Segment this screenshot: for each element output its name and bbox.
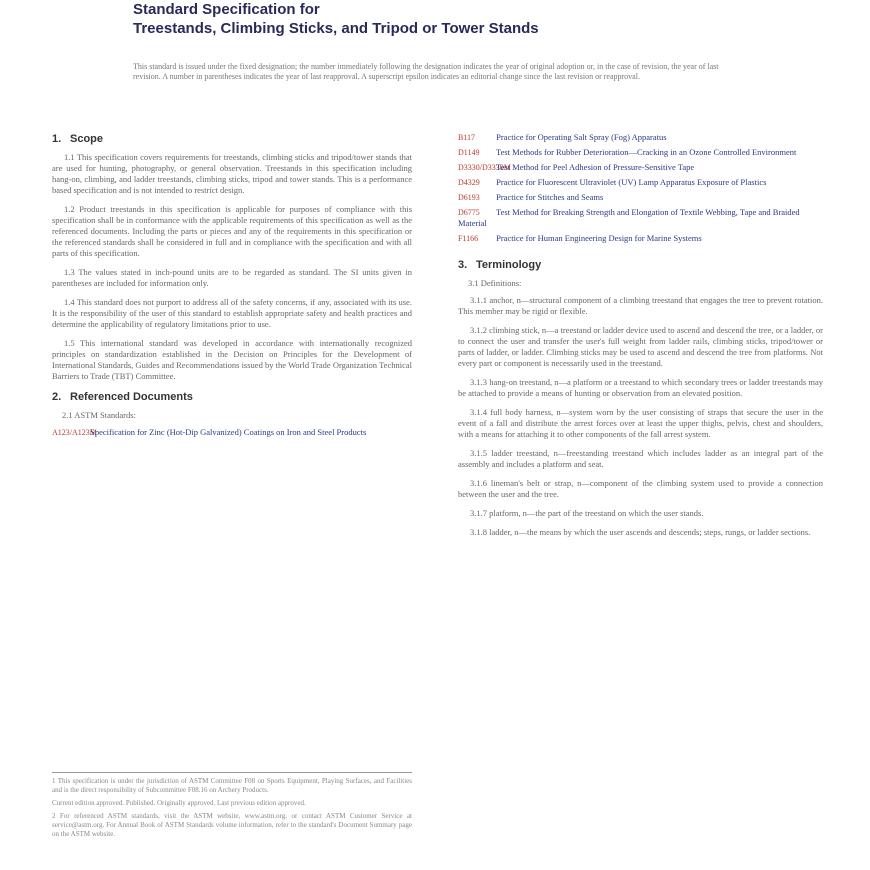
definitions-label: 3.1 Definitions: [468, 278, 522, 288]
reference-link[interactable]: Test Method for Breaking Strength and Elongation of Textile Webbing, Tape and Braided Material [458, 207, 800, 228]
definition-paragraph: 3.1.7 platform, n—the part of the treestand on which the user stands. [470, 508, 704, 518]
reference-link[interactable]: Specification for Zinc (Hot-Dip Galvanized) Coatings on Iron and Steel Products [90, 427, 367, 437]
reference-item[interactable] [458, 177, 823, 188]
definition-paragraph: 3.1.6 lineman's belt or strap, n—component of the climbing system used to provide a connection between the user and the tree. [458, 478, 823, 499]
scope-paragraph: 1.2 Product treestands in this specification is applicable for purposes of compliance with this specification shall be in conformance with the applicable requirements of this specification as well as the referenced documents. Including the parts or pieces and any of the requirements in this specification or the referenced standards shall be considered in full and in compliance with the specification and with all parts of this specification. [52, 204, 412, 258]
reference-number: D4329 [458, 178, 480, 187]
astm-standards-label: 2.1 ASTM Standards: [62, 410, 136, 420]
section-heading-terminology [458, 258, 823, 272]
reference-number: D3330/D3330M [458, 163, 511, 172]
reference-link[interactable]: Test Method for Peel Adhesion of Pressure-Sensitive Tape [495, 162, 695, 172]
title-line-2: Treestands, Climbing Sticks, and Tripod or Tower Stands [133, 20, 539, 37]
reference-link[interactable]: Practice for Stitches and Seams [496, 192, 604, 202]
reference-item[interactable] [458, 147, 823, 158]
section-heading-referenced [52, 390, 412, 404]
section-title: Scope [70, 133, 104, 145]
title-block [133, 0, 733, 38]
title-line-1: Standard Specification for [133, 1, 320, 18]
scope-paragraph: 1.1 This specification covers requirements for treestands, climbing sticks and tripod/tower stands that are used for hunting, photography, or general observation. Treestands in this specification including hang-on, climbing, and ladder treestands, climbing sticks, tripod and tower stands. This is a performance based specification and is not intended to restrict design. [52, 152, 412, 195]
section-heading-scope [52, 132, 412, 146]
scope-paragraph: 1.3 The values stated in inch-pound units are to be regarded as standard. The SI units given in parentheses are included for information only. [52, 267, 412, 288]
definition-paragraph: 3.1.4 full body harness, n—system worn by the user consisting of straps that secure the user in the event of a fall and distribute the arrest forces over at least the upper thighs, pelvis, chest and shoulders, with a means for attaching it to other components of the fall arrest system. [458, 407, 823, 439]
right-column [458, 132, 823, 546]
reference-item[interactable] [458, 233, 823, 244]
section-number: 2. [52, 391, 62, 403]
intro-note: This standard is issued under the fixed designation; the number immediately following the designation indicates the year of original adoption or, in the case of revision, the year of last revision. A number in parentheses indicates the year of last reapproval. A superscript epsilon indicates an editorial change since the last revision or reapproval. [133, 62, 719, 81]
reference-link[interactable]: Test Methods for Rubber Deterioration—Cracking in an Ozone Controlled Environment [495, 147, 797, 157]
footnotes [52, 772, 412, 843]
section-number: 1. [52, 133, 62, 145]
reference-item[interactable] [458, 192, 823, 203]
definition-paragraph: 3.1.5 ladder treestand, n—freestanding treestand which includes ladder as an integral part of the assembly and includes a platform and seat. [458, 448, 823, 469]
reference-number: D6193 [458, 193, 480, 202]
reference-number: B117 [458, 133, 476, 142]
left-column [52, 132, 412, 442]
definition-paragraph: 3.1.3 hang-on treestand, n—a platform or a treestand to which secondary trees or ladder treestands may be attached to provide a means of hunting or observation from an elevated position. [458, 377, 823, 398]
reference-number: D6775 [458, 208, 480, 217]
section-title: Terminology [476, 259, 542, 271]
scope-paragraph: 1.5 This international standard was developed in accordance with internationally recognized principles on standardization established in the Decision on Principles for the Development of International Standards, Guides and Recommendations issued by the World Trade Organization Technical Barriers to Trade (TBT) Committee. [52, 338, 412, 381]
footnote: 2 For referenced ASTM standards, visit the ASTM website, www.astm.org, or contact ASTM Customer Service at service@astm.org. For Annual Book of ASTM Standards volume information, refer to the standard's Document Summary page on the ASTM website. [52, 812, 412, 838]
footnote: Current edition approved. Published. Originally approved. Last previous edition approved. [52, 799, 306, 807]
footnote: 1 This specification is under the jurisdiction of ASTM Committee F08 on Sports Equipment, Playing Surfaces, and Facilities and is the direct responsibility of Subcommittee F08.16 on Archery Products. [52, 777, 412, 794]
definition-paragraph: 3.1.1 anchor, n—structural component of a climbing treestand that engages the tree to prevent rotation. This member may be rigid or flexible. [458, 295, 823, 316]
reference-link[interactable]: Practice for Fluorescent Ultraviolet (UV) Lamp Apparatus Exposure of Plastics [496, 177, 767, 187]
reference-link[interactable]: Practice for Operating Salt Spray (Fog) Apparatus [496, 132, 667, 142]
reference-number: F1166 [458, 234, 479, 243]
reference-item[interactable] [458, 132, 823, 143]
reference-link[interactable]: Practice for Human Engineering Design for Marine Systems [496, 233, 702, 243]
definition-paragraph: 3.1.2 climbing stick, n—a treestand or ladder device used to ascend and descend the tree, or a ladder, or to connect the user and transfer the user's full weight from ladder rails, climbing sticks, tripod/tower or parts of ladder, or ladder. Climbing sticks may be used to ascend and descend the tree from platforms. Not every part or component is necessarily used in the treestand. [458, 325, 823, 368]
definition-paragraph: 3.1.8 ladder, n—the means by which the user ascends and descends; steps, rungs, or ladder sections. [470, 527, 811, 537]
scope-paragraph: 1.4 This standard does not purport to address all of the safety concerns, if any, associated with its use. It is the responsibility of the user of this standard to establish appropriate safety and health practices and determine the applicability of regulatory limitations prior to use. [52, 297, 412, 329]
section-title: Referenced Documents [70, 391, 193, 403]
reference-item[interactable] [52, 427, 412, 438]
reference-item[interactable] [458, 207, 823, 229]
reference-number: A123/A123M [52, 428, 97, 437]
section-number: 3. [458, 259, 468, 271]
reference-number: D1149 [458, 148, 480, 157]
reference-item[interactable] [458, 162, 823, 173]
